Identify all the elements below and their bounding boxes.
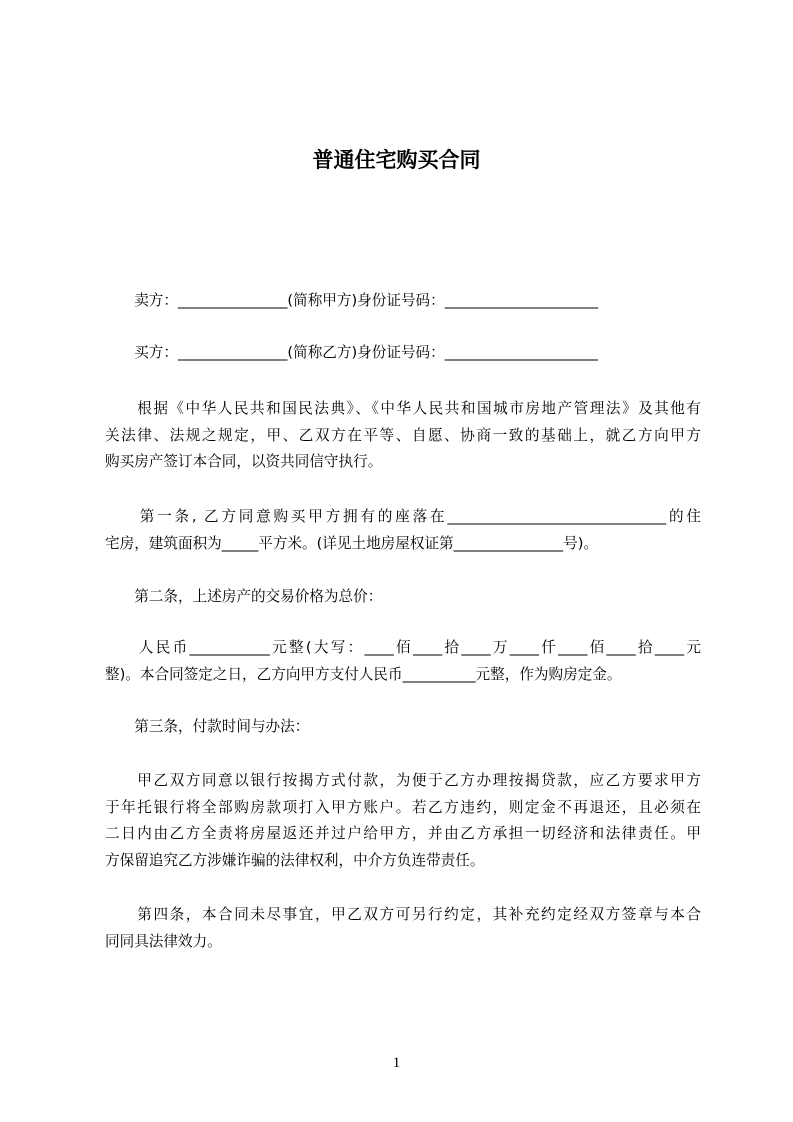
text-line: 第四条，本合同未尽事宜，甲乙双方可另行约定，其补充约定经双方签章与本合: [105, 906, 701, 923]
text-line: 第二条，上述房产的交易价格为总价：: [105, 588, 383, 605]
text-line: 方保留追究乙方涉嫌诈骗的法律权利，中介方负连带责任。: [105, 851, 485, 869]
text-line: 整)。本合同签定之日，乙方向甲方支付人民币__________元整，作为购房定金。: [105, 665, 622, 683]
text-line: 第三条，付款时间与办法：: [105, 718, 310, 735]
text-line: 根据《中华人民共和国民法典》、《中华人民共和国城市房地产管理法》及其他有: [105, 400, 701, 417]
preamble-paragraph: [105, 396, 701, 476]
payment-paragraph: [105, 768, 701, 874]
text-line: 第一条, 乙方同意购买甲方拥有的座落在______________________________的住: [105, 508, 701, 525]
buyer-line: [105, 340, 701, 367]
text-line: 卖方：_______________(简称甲方)身份证号码：_____________________: [105, 292, 598, 309]
price-paragraph: [105, 635, 701, 688]
text-line: 二日内由乙方全责将房屋返还并过户给甲方，并由乙方承担一切经济和法律责任。甲: [105, 825, 701, 842]
text-line: 同同具法律效力。: [105, 932, 222, 950]
text-line: 购买房产签订本合同，以资共同信守执行。: [105, 453, 383, 470]
text-line: 于年托银行将全部购房款项打入甲方账户。若乙方违约，则定金不再退还，且必须在: [105, 798, 701, 816]
text-line: 宅房，建筑面积为_____平方米。(详见土地房屋权证第_______________号)。: [105, 534, 598, 552]
page-title: 普通住宅购买合同: [312, 148, 481, 172]
article-4: [105, 902, 701, 955]
text-line: 买方：_______________(简称乙方)身份证号码：_____________________: [105, 344, 598, 361]
article-1: [105, 504, 701, 557]
seller-line: [105, 288, 701, 315]
article-2: [105, 584, 701, 611]
text-line: 关法律、法规之规定，甲、乙双方在平等、自愿、协商一致的基础上，就乙方向甲方: [105, 426, 701, 444]
text-line: 人民币___________元整(大写：____佰____拾____万____仟____佰____拾____元: [105, 639, 701, 656]
text-line: 甲乙双方同意以银行按揭方式付款，为便于乙方办理按揭贷款，应乙方要求甲方: [105, 772, 701, 789]
page-number: 1: [392, 1055, 401, 1071]
article-3: [105, 714, 701, 741]
